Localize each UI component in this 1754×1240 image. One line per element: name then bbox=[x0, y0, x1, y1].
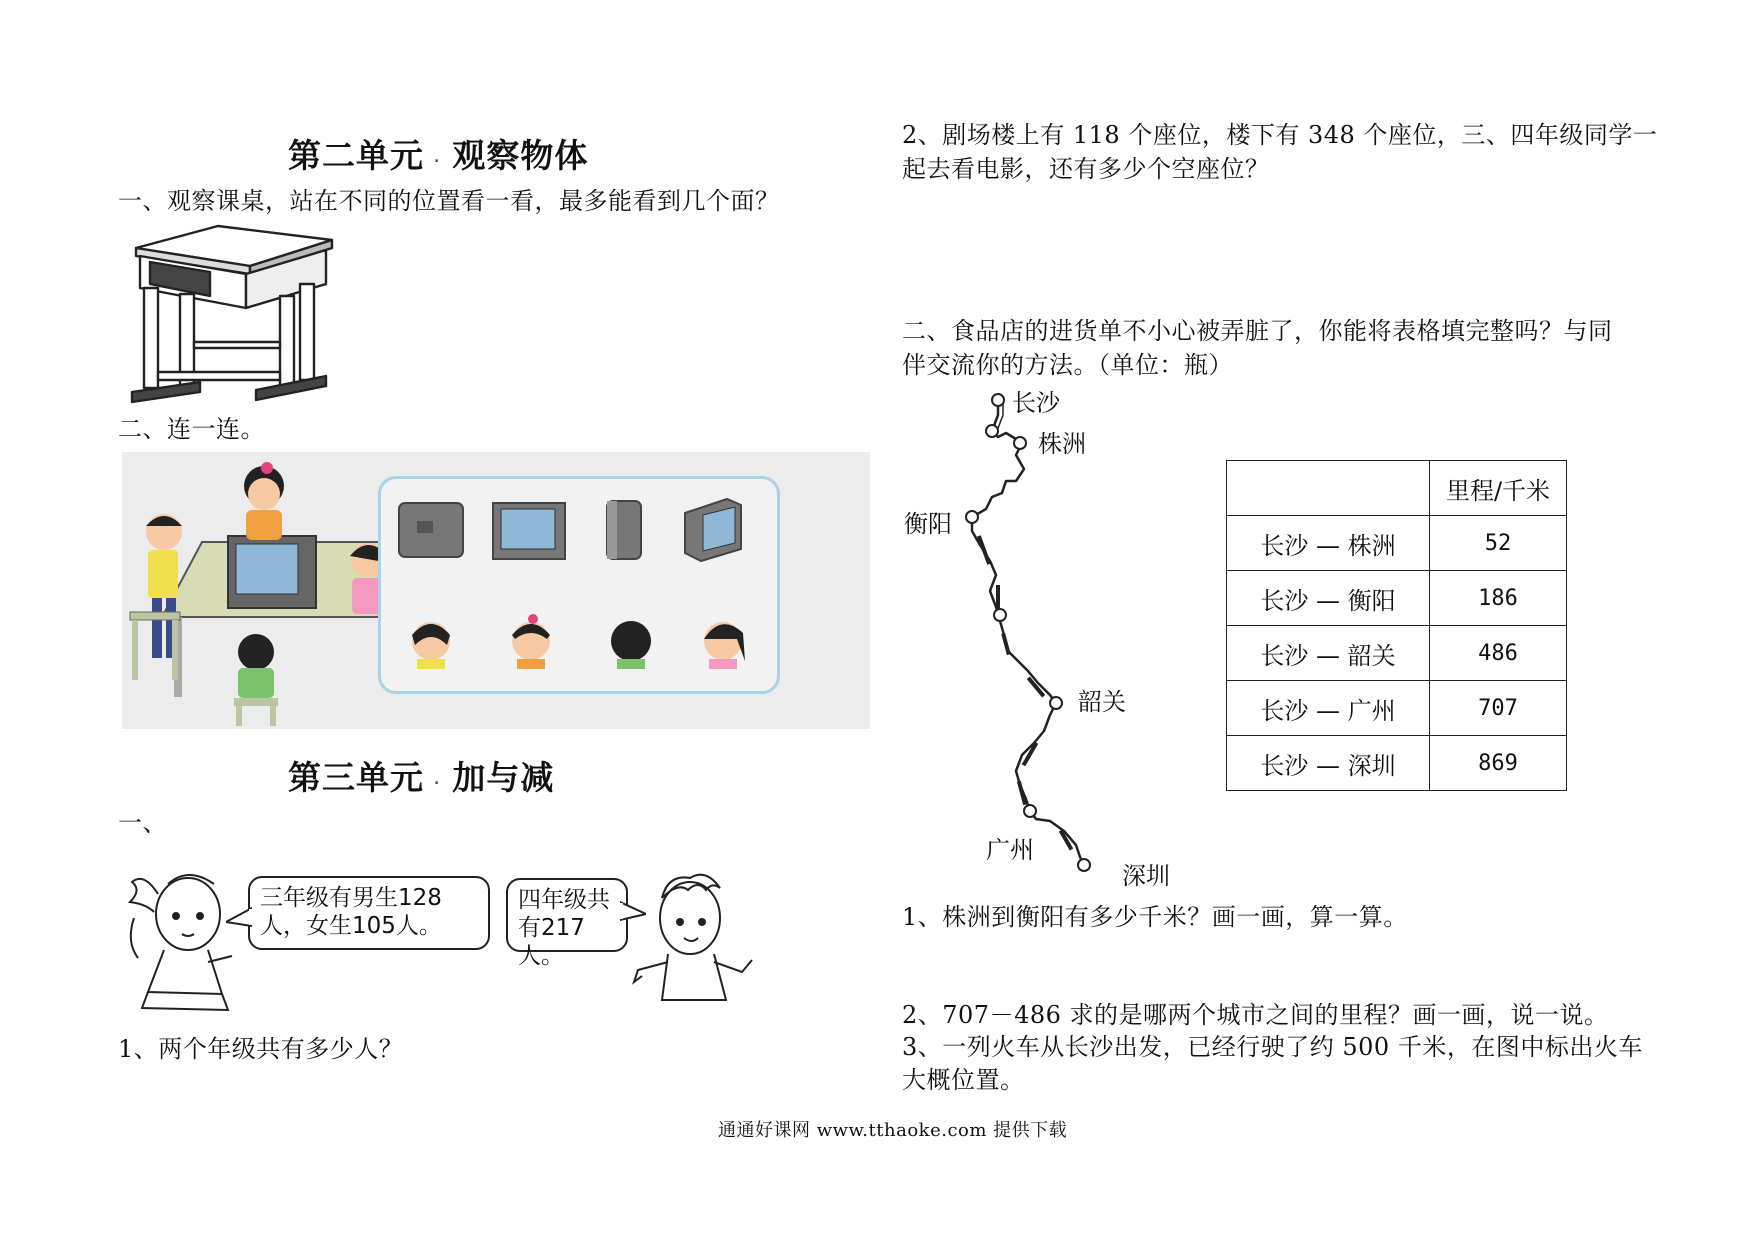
table-row bbox=[1227, 681, 1567, 736]
table-header-row bbox=[1227, 461, 1567, 516]
unit2-question-2: 二、连一连。 bbox=[118, 415, 265, 443]
station-zhuzhou2-icon bbox=[1014, 437, 1026, 449]
station-changsha-icon bbox=[992, 394, 1004, 406]
station-shaoguan-icon bbox=[1050, 697, 1062, 709]
unit2-title bbox=[288, 130, 588, 177]
girl-speech-bubble bbox=[248, 876, 490, 950]
table-header-km: 里程/千米 bbox=[1430, 461, 1567, 516]
map-question-2: 2、707－486 求的是哪两个城市之间的里程？画一画，说一说。 bbox=[902, 1001, 1609, 1029]
title-dot: . bbox=[434, 149, 441, 166]
views-panel bbox=[378, 476, 780, 694]
right-section-2-line2: 伴交流你的方法。（单位：瓶） bbox=[902, 351, 1233, 379]
unit2-title-part1: 第二单元 bbox=[288, 136, 424, 175]
city-label-zhuzhou: 株洲 bbox=[1038, 430, 1086, 458]
city-label-guangzhou: 广州 bbox=[986, 836, 1034, 864]
boy-side-face-icon bbox=[412, 622, 450, 669]
railway-map bbox=[900, 385, 1200, 900]
boy-speech-bubble bbox=[506, 878, 628, 969]
views-and-faces bbox=[381, 479, 777, 691]
boy-cartoon bbox=[632, 868, 756, 1004]
map-question-3-line2: 大概位置。 bbox=[902, 1066, 1025, 1094]
station-shenzhen-icon bbox=[1078, 859, 1090, 871]
desk-illustration bbox=[130, 222, 340, 412]
table-cell-route: 长沙 — 广州 bbox=[1227, 681, 1430, 736]
girl-speech-text: 三年级有男生128人，女生105人。 bbox=[260, 885, 442, 939]
boy-speech-text: 四年级共有217人。 bbox=[518, 887, 610, 969]
unit3-title bbox=[288, 752, 554, 799]
page-footer: 通通好课网 www.tthaoke.com 提供下载 bbox=[718, 1120, 1068, 1141]
table-cell-km: 186 bbox=[1430, 571, 1567, 626]
unit3-question-1: 1、两个年级共有多少人？ bbox=[118, 1035, 404, 1063]
table-row bbox=[1227, 571, 1567, 626]
tv-side-view-icon bbox=[607, 501, 641, 559]
unit2-title-part2: 观察物体 bbox=[452, 136, 589, 175]
unit3-title-part1: 第三单元 bbox=[288, 758, 424, 797]
tv-angled-view-icon bbox=[685, 499, 741, 561]
city-label-changsha: 长沙 bbox=[1012, 389, 1060, 417]
unit3-title-part2: 加与减 bbox=[452, 758, 555, 797]
city-label-hengyang: 衡阳 bbox=[904, 510, 952, 538]
right-question-2-line2: 起去看电影，还有多少个空座位？ bbox=[902, 155, 1270, 183]
right-question-2-line1: 2、剧场楼上有 118 个座位，楼下有 348 个座位，三、四年级同学一 bbox=[902, 121, 1658, 149]
station-guangzhou-icon bbox=[1024, 805, 1036, 817]
map-question-1: 1、株洲到衡阳有多少千米？画一画，算一算。 bbox=[902, 903, 1408, 931]
table-row bbox=[1227, 736, 1567, 791]
map-question-3-line1: 3、一列火车从长沙出发，已经行驶了约 500 千米，在图中标出火车 bbox=[902, 1033, 1643, 1061]
girl-bubble-tail bbox=[226, 906, 252, 930]
observation-scene bbox=[122, 452, 870, 729]
table-cell-route: 长沙 — 株洲 bbox=[1227, 516, 1430, 571]
girl-side-face-icon bbox=[704, 622, 745, 669]
title-dot: . bbox=[434, 771, 441, 788]
table-cell-km: 52 bbox=[1430, 516, 1567, 571]
station-hengyang-icon bbox=[966, 511, 978, 523]
tv-back-view-icon bbox=[399, 503, 463, 557]
distance-table bbox=[1226, 460, 1567, 791]
table-header-corner bbox=[1227, 461, 1430, 516]
station-zhuzhou-icon bbox=[986, 425, 998, 437]
table-cell-km: 486 bbox=[1430, 626, 1567, 681]
unit3-section-1: 一、 bbox=[118, 809, 167, 837]
unit2-question-1: 一、观察课桌，站在不同的位置看一看，最多能看到几个面？ bbox=[118, 187, 780, 215]
boy-back-head-icon bbox=[611, 621, 651, 669]
table-cell-route: 长沙 — 韶关 bbox=[1227, 626, 1430, 681]
girl-cartoon bbox=[124, 862, 242, 1014]
table-row bbox=[1227, 516, 1567, 571]
city-label-shenzhen: 深圳 bbox=[1122, 862, 1170, 890]
right-section-2-line1: 二、食品店的进货单不小心被弄脏了，你能将表格填完整吗？与同 bbox=[902, 317, 1613, 345]
table-cell-km: 707 bbox=[1430, 681, 1567, 736]
table-cell-route: 长沙 — 深圳 bbox=[1227, 736, 1430, 791]
city-label-shaoguan: 韶关 bbox=[1078, 688, 1126, 716]
girl-front-face-icon bbox=[512, 614, 550, 669]
tv-front-view-icon bbox=[493, 503, 565, 559]
table-row bbox=[1227, 626, 1567, 681]
station-mid-icon bbox=[994, 609, 1006, 621]
table-cell-route: 长沙 — 衡阳 bbox=[1227, 571, 1430, 626]
table-cell-km: 869 bbox=[1430, 736, 1567, 791]
